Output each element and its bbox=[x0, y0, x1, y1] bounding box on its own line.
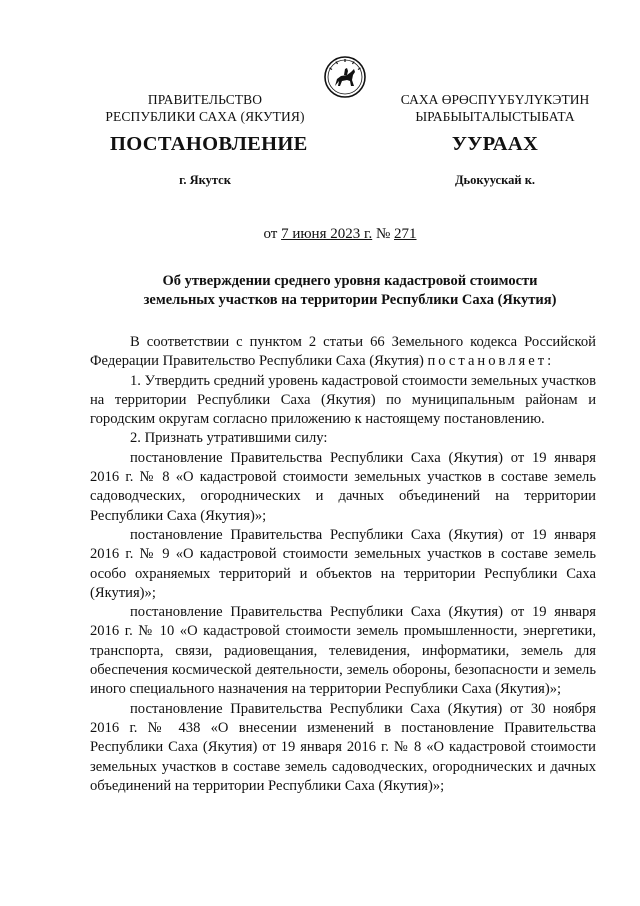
header-right-line1: САХА ӨРӨСПҮҮБҮЛҮКЭТИН bbox=[400, 92, 590, 107]
city-right: Дьокуускай к. bbox=[454, 173, 536, 187]
paragraph-repealed-2: постановление Правительства Республики Саха (Якутия) от 19 января 2016 г. № 9 «О кадастровой стоимости земельных участков в составе земель особо охраняемых территорий и объектов на территории Республики Саха (Якутия)»; bbox=[90, 526, 596, 601]
coat-of-arms-icon bbox=[323, 55, 367, 99]
number-prefix: № bbox=[372, 226, 395, 242]
paragraph-preamble bbox=[90, 333, 596, 372]
paragraph-repealed-3: постановление Правительства Республики Саха (Якутия) от 19 января 2016 г. № 10 «О кадастровой стоимости земель промышленности, энергетики, транспорта, связи, радиовещания, телевидения, информатики, земель для обеспечения космической деятельности, земель обороны, безопасности и земель иного специального назначения на территории Республики Саха (Якутия)»; bbox=[90, 604, 596, 698]
document-title-line1: Об утверждении среднего уровня кадастровой стоимости bbox=[162, 273, 538, 289]
title-right: УУРААХ bbox=[451, 133, 539, 155]
city-left: г. Якутск bbox=[179, 173, 231, 187]
preamble-text: В соответствии с пунктом 2 статьи 66 Земельного кодекса Российской Федерации Правительство Республики Саха (Якутия) bbox=[90, 334, 596, 370]
document-date: 7 июня 2023 г. bbox=[281, 226, 373, 242]
title-left: ПОСТАНОВЛЕНИЕ bbox=[110, 133, 308, 155]
paragraph-item-2: 2. Признать утратившими силу: bbox=[130, 430, 328, 447]
document-title-line2: земельных участков на территории Республики Саха (Якутия) bbox=[143, 292, 557, 308]
paragraph-repealed-4: постановление Правительства Республики Саха (Якутия) от 30 ноября 2016 г. № 438 «О внесении изменений в постановление Правительства Республики Саха (Якутия) от 19 января 2016 г. № 8 «О кадастровой стоимости земельных участков в составе земель садоводческих, огороднических и дачных объединений на территории Республики Саха (Якутия)»; bbox=[90, 700, 596, 794]
paragraph-item-1: 1. Утвердить средний уровень кадастровой стоимости земельных участков на территории Республики Саха (Якутия) по муниципальным районам и городским округам согласно приложению к настоящему постановлению. bbox=[90, 372, 596, 428]
date-prefix: от bbox=[263, 226, 282, 242]
header-right-line2: ЫРАБЫЫТАЛЫСТЫБАТА bbox=[415, 109, 575, 124]
document-number: 271 bbox=[394, 226, 417, 242]
header-right bbox=[395, 91, 595, 125]
header-left-line2: РЕСПУБЛИКИ САХА (ЯКУТИЯ) bbox=[105, 109, 305, 124]
paragraph-repealed-1: постановление Правительства Республики Саха (Якутия) от 19 января 2016 г. № 8 «О кадастровой стоимости земельных участков в составе земель садоводческих, огороднических и дачных объединений на территории Республики Саха (Якутия)»; bbox=[90, 449, 596, 524]
header-left-line1: ПРАВИТЕЛЬСТВО bbox=[147, 92, 263, 107]
preamble-spaced: постановляет: bbox=[427, 353, 555, 370]
document-title bbox=[90, 272, 610, 310]
date-line bbox=[0, 226, 640, 243]
header-left bbox=[100, 91, 310, 125]
document-body bbox=[90, 333, 596, 796]
